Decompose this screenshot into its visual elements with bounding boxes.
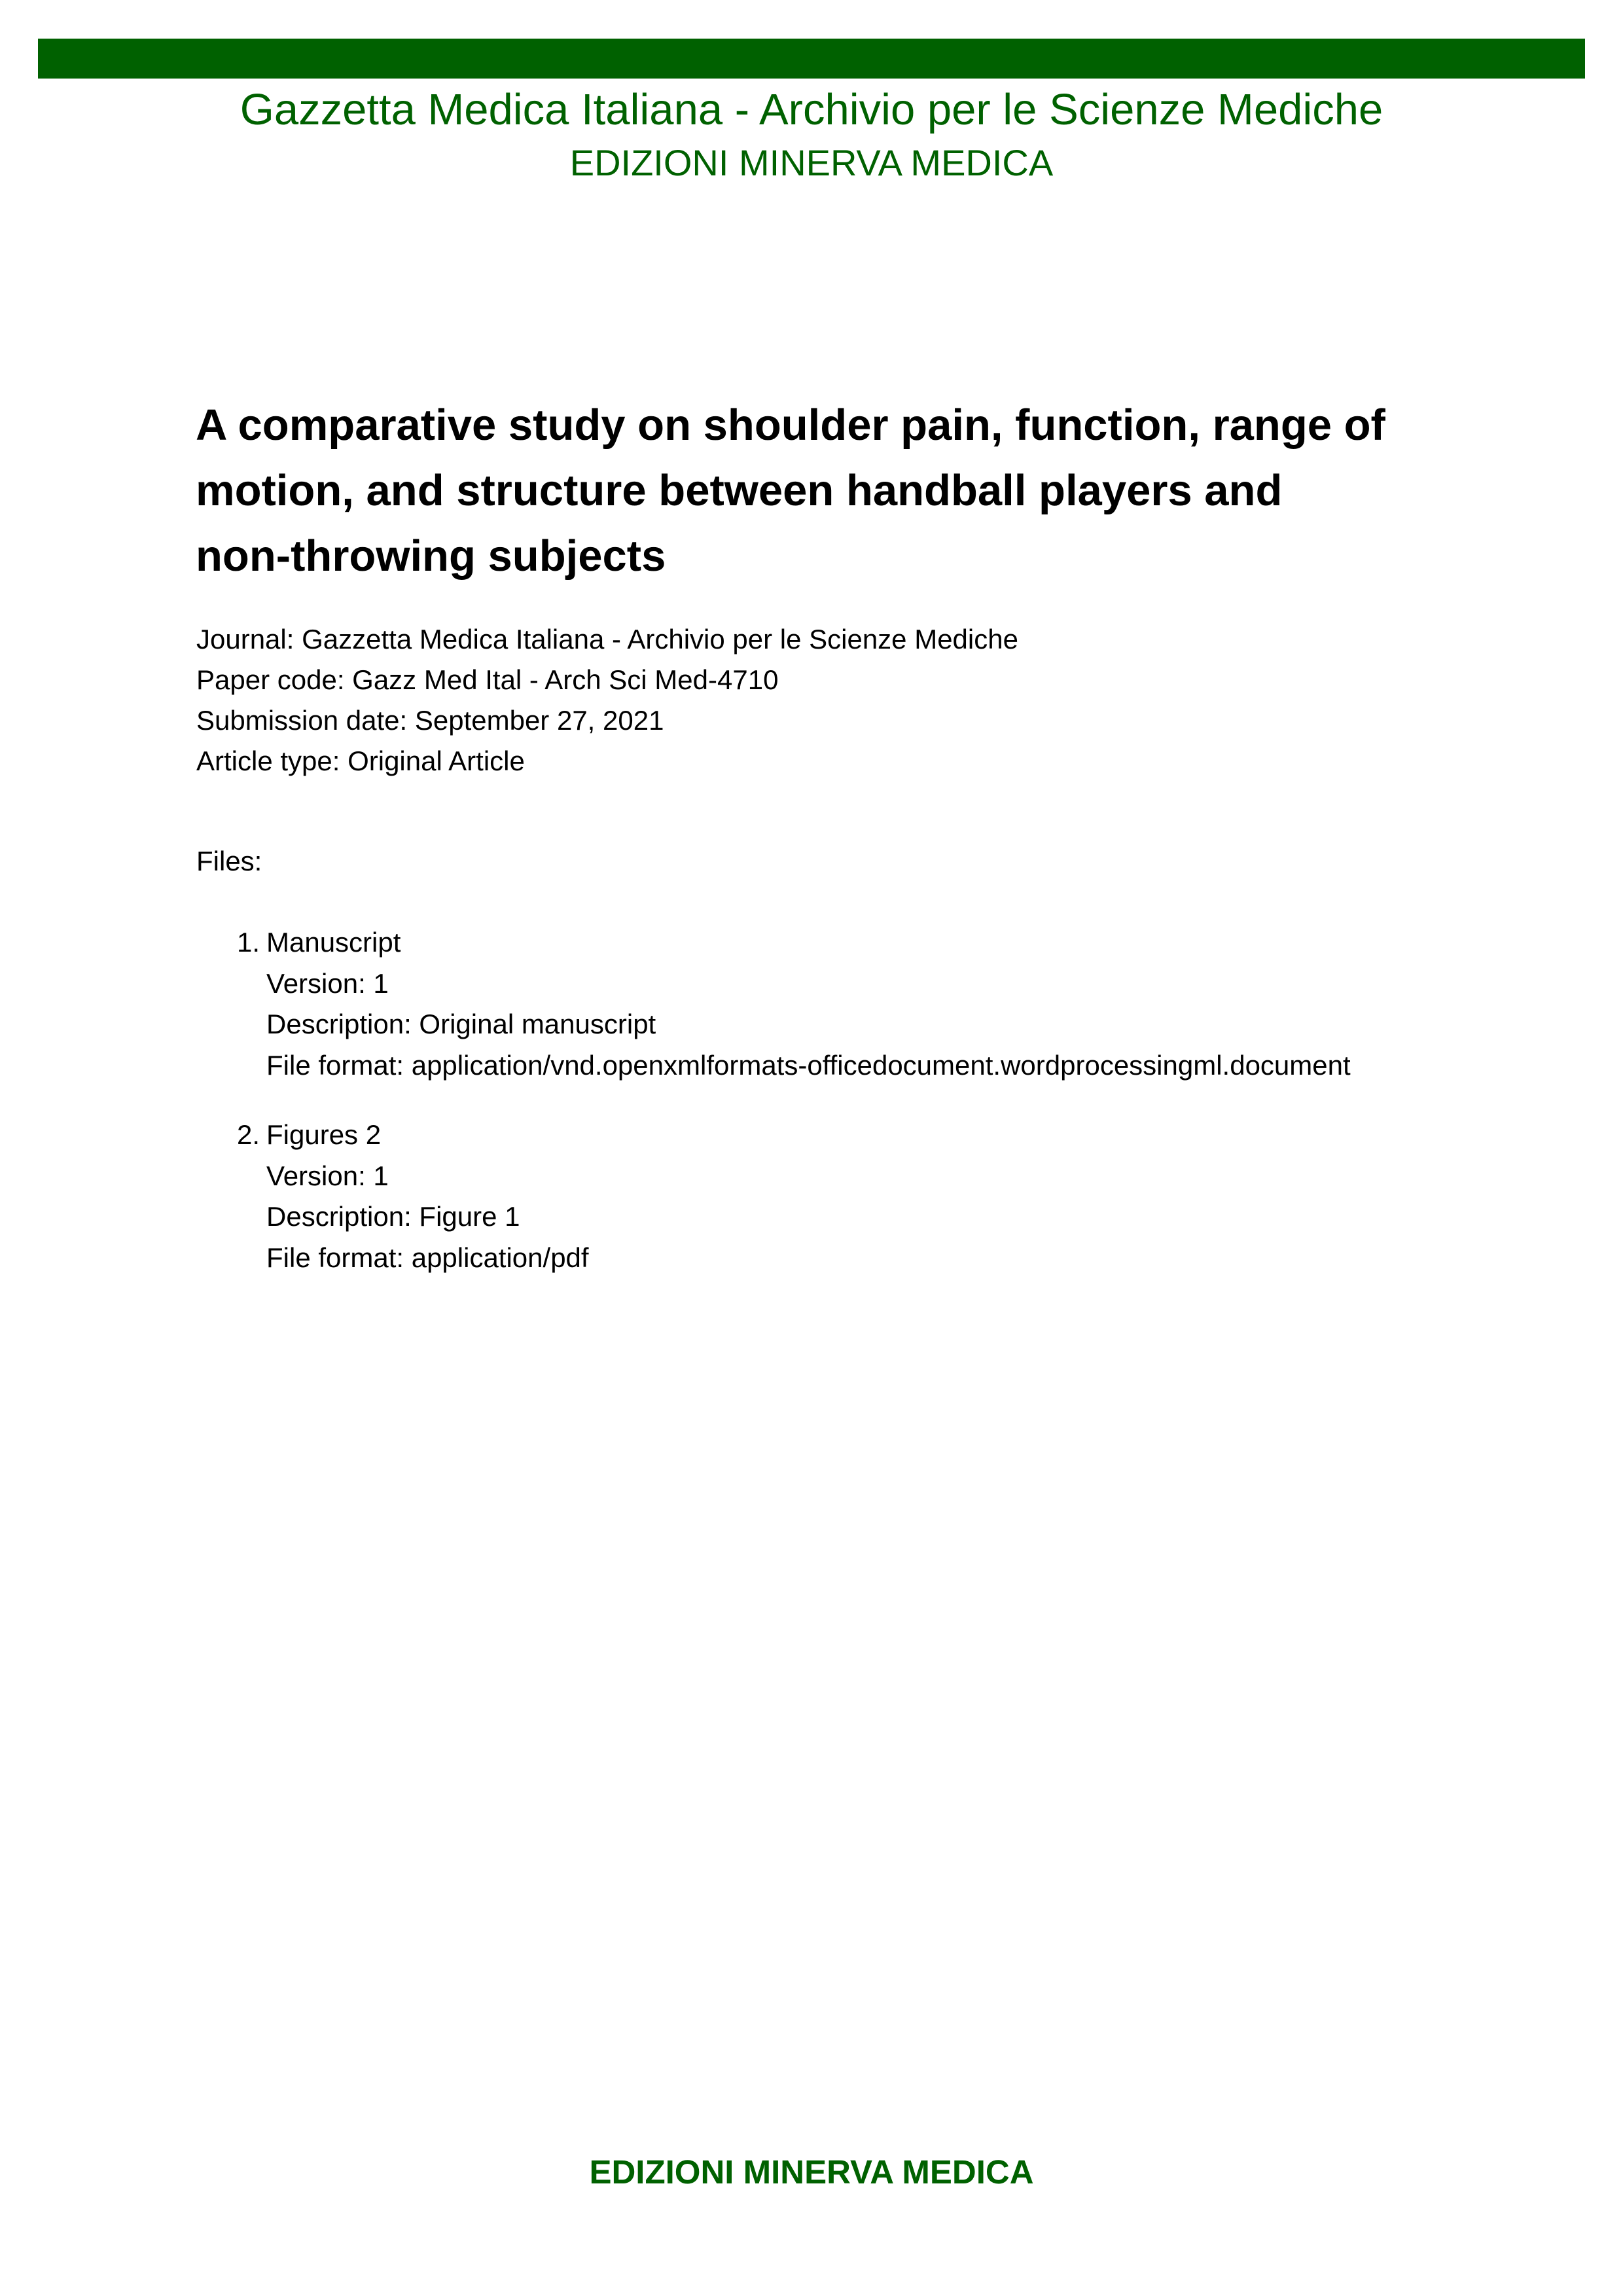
files-label: Files: xyxy=(196,846,262,876)
meta-submission-date: Submission date: September 27, 2021 xyxy=(196,705,664,736)
file-version: Version: 1 xyxy=(266,967,389,999)
file-version: Version: 1 xyxy=(266,1160,389,1191)
files-list xyxy=(196,922,1351,1307)
article-title-line: A comparative study on shoulder pain, function, range of xyxy=(196,401,1385,450)
article-title xyxy=(196,393,1439,589)
footer-publisher: EDIZIONI MINERVA MEDICA xyxy=(589,2153,1034,2191)
article-title-line: motion, and structure between handball players and xyxy=(196,466,1283,515)
file-name: Manuscript xyxy=(266,927,401,958)
file-description: Description: Figure 1 xyxy=(266,1201,520,1232)
article-metadata xyxy=(196,619,1018,781)
file-format: File format: application/vnd.openxmlformats-officedocument.wordprocessingml.document xyxy=(266,1049,1351,1081)
header-color-bar xyxy=(38,39,1585,79)
file-format: File format: application/pdf xyxy=(266,1242,589,1273)
file-description: Description: Original manuscript xyxy=(266,1009,656,1039)
file-number: 1. xyxy=(237,927,260,958)
meta-article-type: Article type: Original Article xyxy=(196,745,525,776)
file-name: Figures 2 xyxy=(266,1119,382,1150)
article-title-line: non-throwing subjects xyxy=(196,531,666,581)
meta-journal: Journal: Gazzetta Medica Italiana - Archivio per le Scienze Mediche xyxy=(196,624,1018,655)
publisher-name-heading: EDIZIONI MINERVA MEDICA xyxy=(569,142,1054,183)
file-item-figures xyxy=(196,1115,1351,1278)
meta-paper-code: Paper code: Gazz Med Ital - Arch Sci Med-4710 xyxy=(196,664,779,695)
file-number: 2. xyxy=(237,1119,260,1150)
file-item-manuscript xyxy=(196,922,1351,1086)
journal-name-heading: Gazzetta Medica Italiana - Archivio per le Scienze Mediche xyxy=(240,85,1383,134)
